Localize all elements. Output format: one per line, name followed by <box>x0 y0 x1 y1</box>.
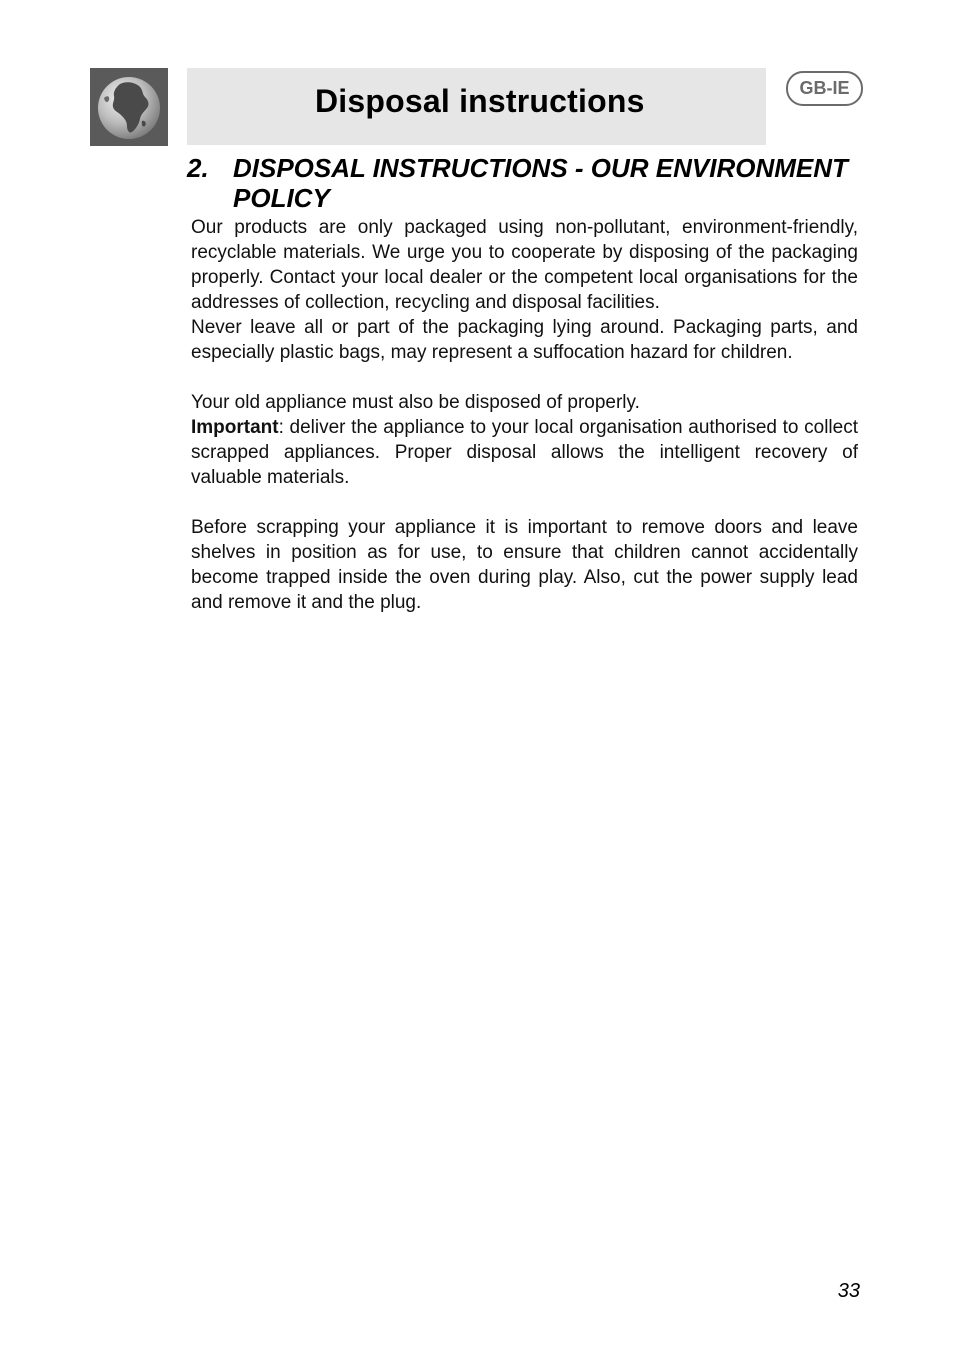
section-heading <box>187 153 877 213</box>
important-text: : deliver the appliance to your local organisation authorised to collect scrapped appliances. Proper disposal allows the intelligent recovery of valuable materials. <box>191 417 858 488</box>
paragraph-old-appliance: Your old appliance must also be disposed of properly. <box>191 392 640 413</box>
body-text <box>191 215 858 615</box>
title-bar <box>187 68 766 145</box>
language-badge: GB-IE <box>786 71 863 106</box>
globe-icon <box>90 68 168 146</box>
paragraph-important <box>191 415 858 490</box>
paragraph-scrapping: Before scrapping your appliance it is important to remove doors and leave shelves in position as for use, to ensure that children cannot accidentally become trapped inside the oven during play. Also, cut the power supply lead and remove it and the plug. <box>191 517 858 613</box>
important-label: Important <box>191 417 279 438</box>
section-title: DISPOSAL INSTRUCTIONS - OUR ENVIRONMENT POLICY <box>233 153 848 213</box>
paragraph-hazard: Never leave all or part of the packaging lying around. Packaging parts, and especially plastic bags, may represent a suffocation hazard for children. <box>191 317 858 363</box>
paragraph-spacer <box>191 365 858 390</box>
paragraph-spacer <box>191 490 858 515</box>
globe-logo <box>90 68 168 146</box>
section-number: 2. <box>187 153 209 183</box>
page-title: Disposal instructions <box>315 83 645 119</box>
page-number: 33 <box>837 1280 860 1302</box>
paragraph-packaging: Our products are only packaged using non-pollutant, environment-friendly, recyclable materials. We urge you to cooperate by disposing of the packaging properly. Contact your local dealer or the competent local organisations for the addresses of collection, recycling and disposal facilities. <box>191 217 858 313</box>
